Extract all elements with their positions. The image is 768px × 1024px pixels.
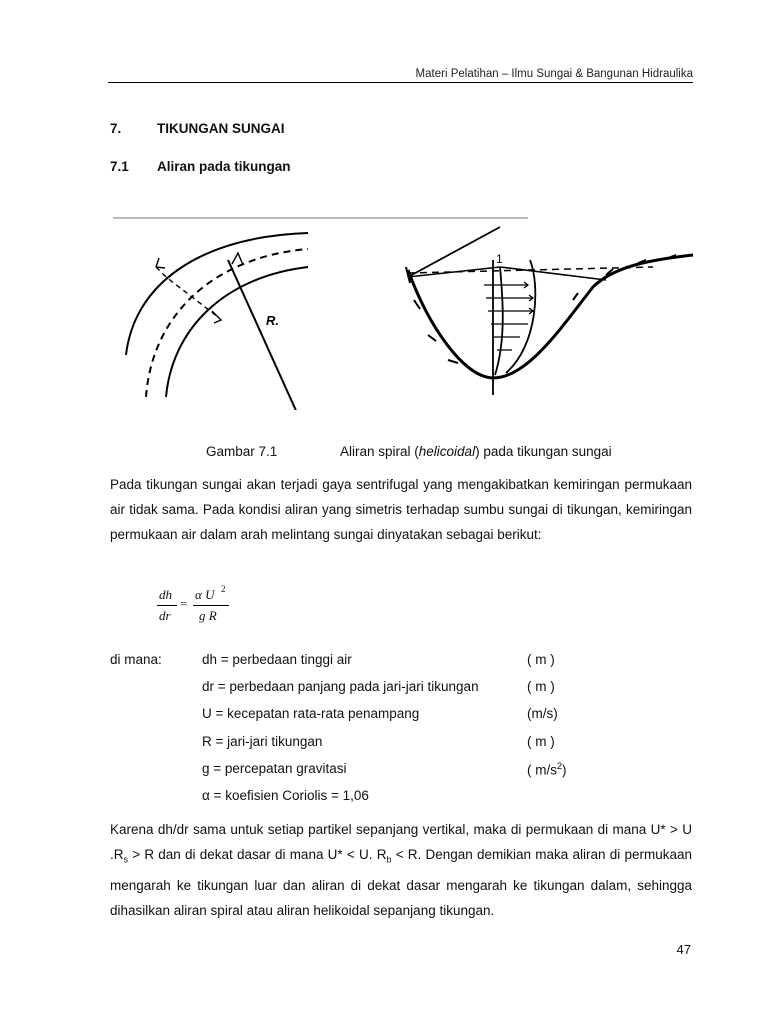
definition-row: g = percepatan gravitasi ( $m/s^2$): [202, 761, 567, 778]
page-number: 47: [676, 942, 691, 957]
running-header: Materi Pelatihan – Ilmu Sungai & Bangunan Hidraulika: [415, 68, 693, 80]
definition-row: dh = perbedaan tinggi air ( m ): [202, 652, 555, 667]
figure-spiral-flow: [108, 205, 703, 410]
figure-caption-number: Gambar 7.1: [206, 444, 278, 459]
definitions-label: di mana:: [110, 652, 162, 667]
definition-row: dr = perbedaan panjang pada jari-jari tikungan ( m ): [202, 679, 555, 694]
section-label: 1: [496, 252, 503, 266]
subsection-number: 7.1: [110, 159, 129, 174]
velocity-profile-line: [495, 267, 503, 375]
river-bend-plan-view: [113, 218, 408, 410]
definition-row: α = koefisien Coriolis = 1,06: [202, 788, 369, 803]
formula-surface-slope: dh dr = α U 2 g R: [153, 584, 263, 630]
subsection-title: Aliran pada tikungan: [157, 159, 291, 174]
paragraph-centrifugal: Pada tikungan sungai akan terjadi gaya sentrifugal yang mengakibatkan kemiringan permukaan air tidak sama. Pada kondisi aliran yang simetris terhadap sumbu sungai di tikungan, kemiringan permukaan air dalam arah melintang sungai dinyatakan sebagai berikut:: [110, 477, 692, 542]
header-rule: [108, 82, 693, 83]
paragraph-spiral-flow: Karena dh/dr sama untuk setiap partikel sepanjang vertikal, maka di permukaan di mana U* > U $.R_s > R$ dan di dekat dasar di mana U* < U. $R_b < R$. Dengan demikian maka aliran di permukaan mengarah ke tikungan luar dan aliran di dekat dasar mengarah ke tikungan dalam, sehingga dihasilkan aliran spiral atau aliran helikoidal sepanjang tikungan.: [110, 822, 692, 918]
radius-label: R.: [266, 313, 279, 328]
definition-row: U = kecepatan rata-rata penampang (m/s): [202, 706, 558, 721]
section-number: 7.: [110, 121, 122, 136]
figure-caption-text: Aliran spiral (helicoidal) pada tikungan sungai: [340, 444, 612, 459]
section-title: TIKUNGAN SUNGAI: [157, 121, 285, 136]
radius-line: [228, 260, 298, 410]
definition-row: R = jari-jari tikungan ( m ): [202, 734, 555, 749]
inner-bank-line: [166, 267, 308, 397]
cross-section-view: [406, 218, 693, 395]
outer-bank-line: [126, 233, 308, 355]
velocity-envelope: [506, 260, 535, 373]
